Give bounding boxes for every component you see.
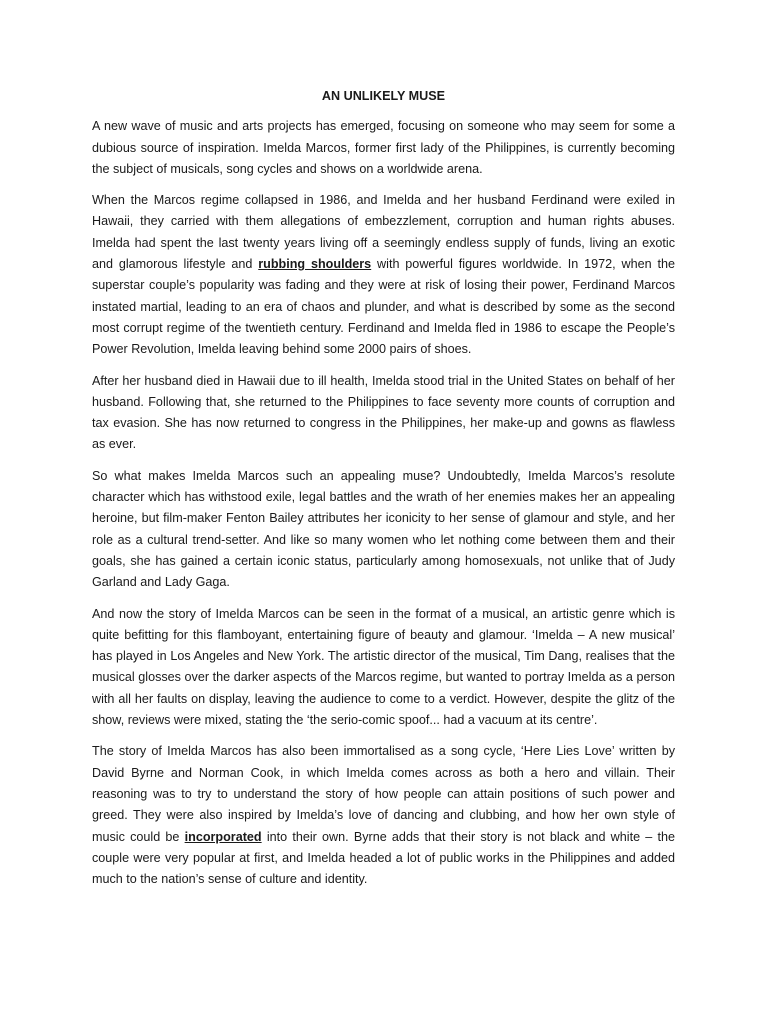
paragraph-text: When the Marcos regime collapsed in 1986, and Imelda and her husband Ferdinand were exiled in Hawaii, they carried with them allegations of embezzlement, corruption and human rights abuses. Imelda had spent the last twenty years living off a seemingly endless supply of funds, living an exotic and glamorous lifestyle and	[92, 193, 675, 272]
paragraph-3	[92, 371, 675, 456]
paragraph-text: into their own. Byrne adds that their story is not black and white – the couple were very popular at first, and Imelda headed a lot of public works in the Philippines and added much to the nation’s sense of culture and identity.	[92, 829, 675, 887]
paragraph-text: And now the story of Imelda Marcos can be seen in the format of a musical, an artistic genre which is quite befitting for this flamboyant, entertaining figure of beauty and glamour. ‘Imelda – A new musical’ has played in Los Angeles and New York. The artistic director of the musical, Tim Dang, realises that the musical glosses over the darker aspects of the Marcos regime, but wanted to portray Imelda as a person with all her faults on display, leaving the audience to come to a verdict. However, despite the glitz of the show, reviews were mixed, stating the ‘the serio-comic spoof... had a vacuum at its centre’.	[92, 606, 675, 728]
paragraph-5	[92, 604, 675, 732]
document-title: AN UNLIKELY MUSE	[321, 89, 446, 103]
paragraph-text: The story of Imelda Marcos has also been immortalised as a song cycle, ‘Here Lies Love’ written by David Byrne and Norman Cook, in which Imelda comes across as both a hero and villain. Their reasoning was to try to understand the story of how people can attain positions of such power and greed. They were also inspired by Imelda’s love of dancing and clubbing, and how her own style of music could be	[92, 744, 675, 844]
paragraph-text: with powerful figures worldwide. In 1972, when the superstar couple’s popularity was fading and they were at risk of losing their power, Ferdinand Marcos instated martial, leading to an era of chaos and plunder, and what is described by some as the second most corrupt regime of the twentieth century. Ferdinand and Imelda fled in 1986 to escape the People’s Power Revolution, Imelda leaving behind some 2000 pairs of shoes.	[92, 257, 675, 357]
paragraph-2	[92, 190, 675, 360]
paragraph-text: So what makes Imelda Marcos such an appealing muse? Undoubtedly, Imelda Marcos’s resolute character which has withstood exile, legal battles and the wrath of her enemies makes her an appealing heroine, but film-maker Fenton Bailey attributes her iconicity to her sense of glamour and style, and her role as a cultural trend-setter. And like so many women who let nothing come between them and their goals, she has gained a certain iconic status, particularly among homosexuals, not unlike that of Judy Garland and Lady Gaga.	[92, 468, 675, 590]
underlined-word-incorporated: incorporated	[184, 829, 262, 844]
document-page	[92, 86, 675, 900]
paragraph-text: A new wave of music and arts projects has emerged, focusing on someone who may seem for some a dubious source of inspiration. Imelda Marcos, former first lady of the Philippines, is currently becoming the subject of musicals, song cycles and shows on a worldwide arena.	[92, 119, 675, 176]
underlined-phrase-rubbing-shoulders: rubbing shoulders	[258, 257, 372, 272]
paragraph-6	[92, 741, 675, 890]
paragraph-1	[92, 116, 675, 180]
paragraph-text: After her husband died in Hawaii due to ill health, Imelda stood trial in the United States on behalf of her husband. Following that, she returned to the Philippines to face seventy more counts of corruption and tax evasion. She has now returned to congress in the Philippines, her make-up and gowns as flawless as ever.	[92, 373, 675, 452]
paragraph-4	[92, 466, 675, 594]
